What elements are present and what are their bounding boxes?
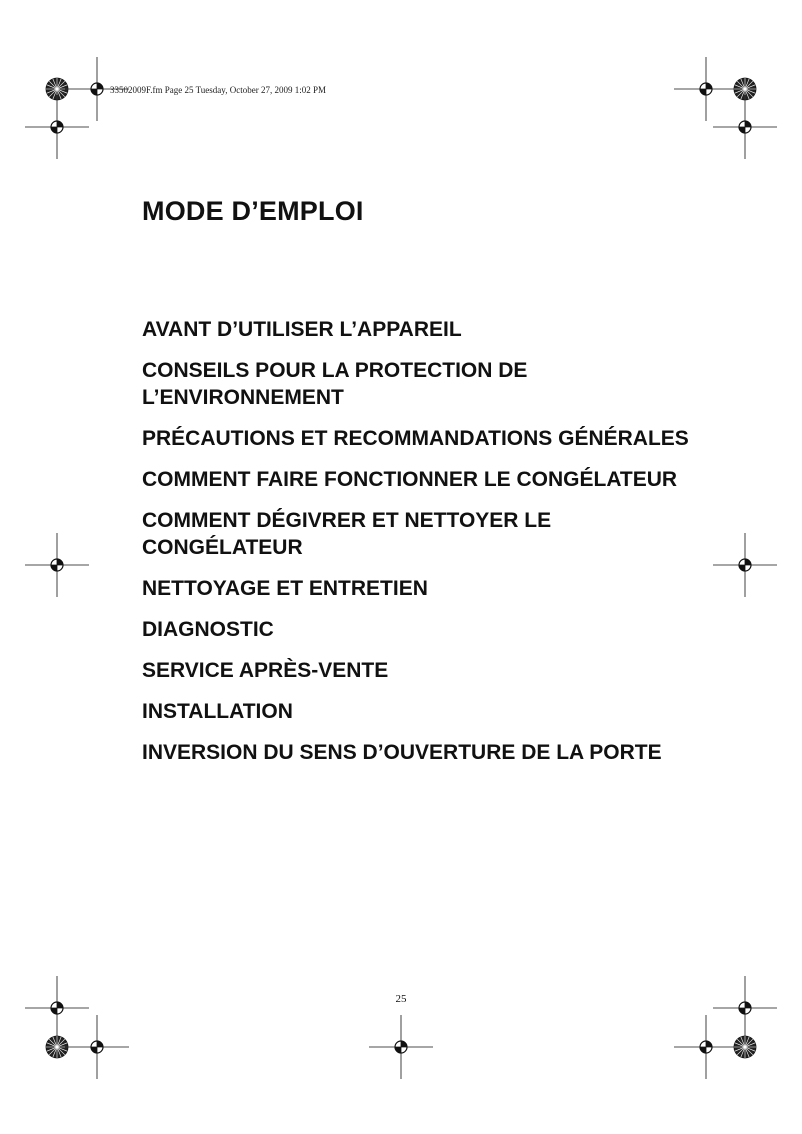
registration-crosshair-icon: [25, 976, 89, 1040]
registration-crosshair-icon: [65, 1015, 129, 1079]
table-of-contents: [142, 316, 702, 780]
toc-item[interactable]: INSTALLATION: [142, 700, 293, 723]
toc-item[interactable]: COMMENT DÉGIVRER ET NETTOYER LE CONGÉLATEUR: [142, 509, 552, 559]
registration-crosshair-icon: [674, 57, 738, 121]
toc-item[interactable]: PRÉCAUTIONS ET RECOMMANDATIONS GÉNÉRALES: [142, 427, 689, 450]
registration-starburst-icon: [734, 1036, 756, 1058]
registration-crosshair-icon: [713, 976, 777, 1040]
registration-crosshair-icon: [713, 533, 777, 597]
page-number: 25: [395, 993, 407, 1005]
toc-item[interactable]: DIAGNOSTIC: [142, 618, 274, 641]
registration-crosshair-icon: [369, 1015, 433, 1079]
registration-crosshair-icon: [25, 95, 89, 159]
registration-crosshair-icon: [713, 95, 777, 159]
registration-crosshair-icon: [25, 533, 89, 597]
toc-item[interactable]: CONSEILS POUR LA PROTECTION DE L’ENVIRONNEMENT: [142, 359, 528, 409]
toc-item[interactable]: INVERSION DU SENS D’OUVERTURE DE LA PORTE: [142, 741, 662, 764]
toc-item[interactable]: COMMENT FAIRE FONCTIONNER LE CONGÉLATEUR: [142, 468, 678, 491]
print-header: 33502009F.fm Page 25 Tuesday, October 27, 2009 1:02 PM: [110, 85, 326, 95]
page-title: MODE D’EMPLOI: [142, 196, 364, 226]
registration-starburst-icon: [46, 1036, 68, 1058]
toc-item[interactable]: NETTOYAGE ET ENTRETIEN: [142, 577, 428, 600]
toc-item[interactable]: SERVICE APRÈS-VENTE: [142, 659, 389, 682]
toc-item[interactable]: AVANT D’UTILISER L’APPAREIL: [142, 318, 462, 341]
registration-crosshair-icon: [674, 1015, 738, 1079]
